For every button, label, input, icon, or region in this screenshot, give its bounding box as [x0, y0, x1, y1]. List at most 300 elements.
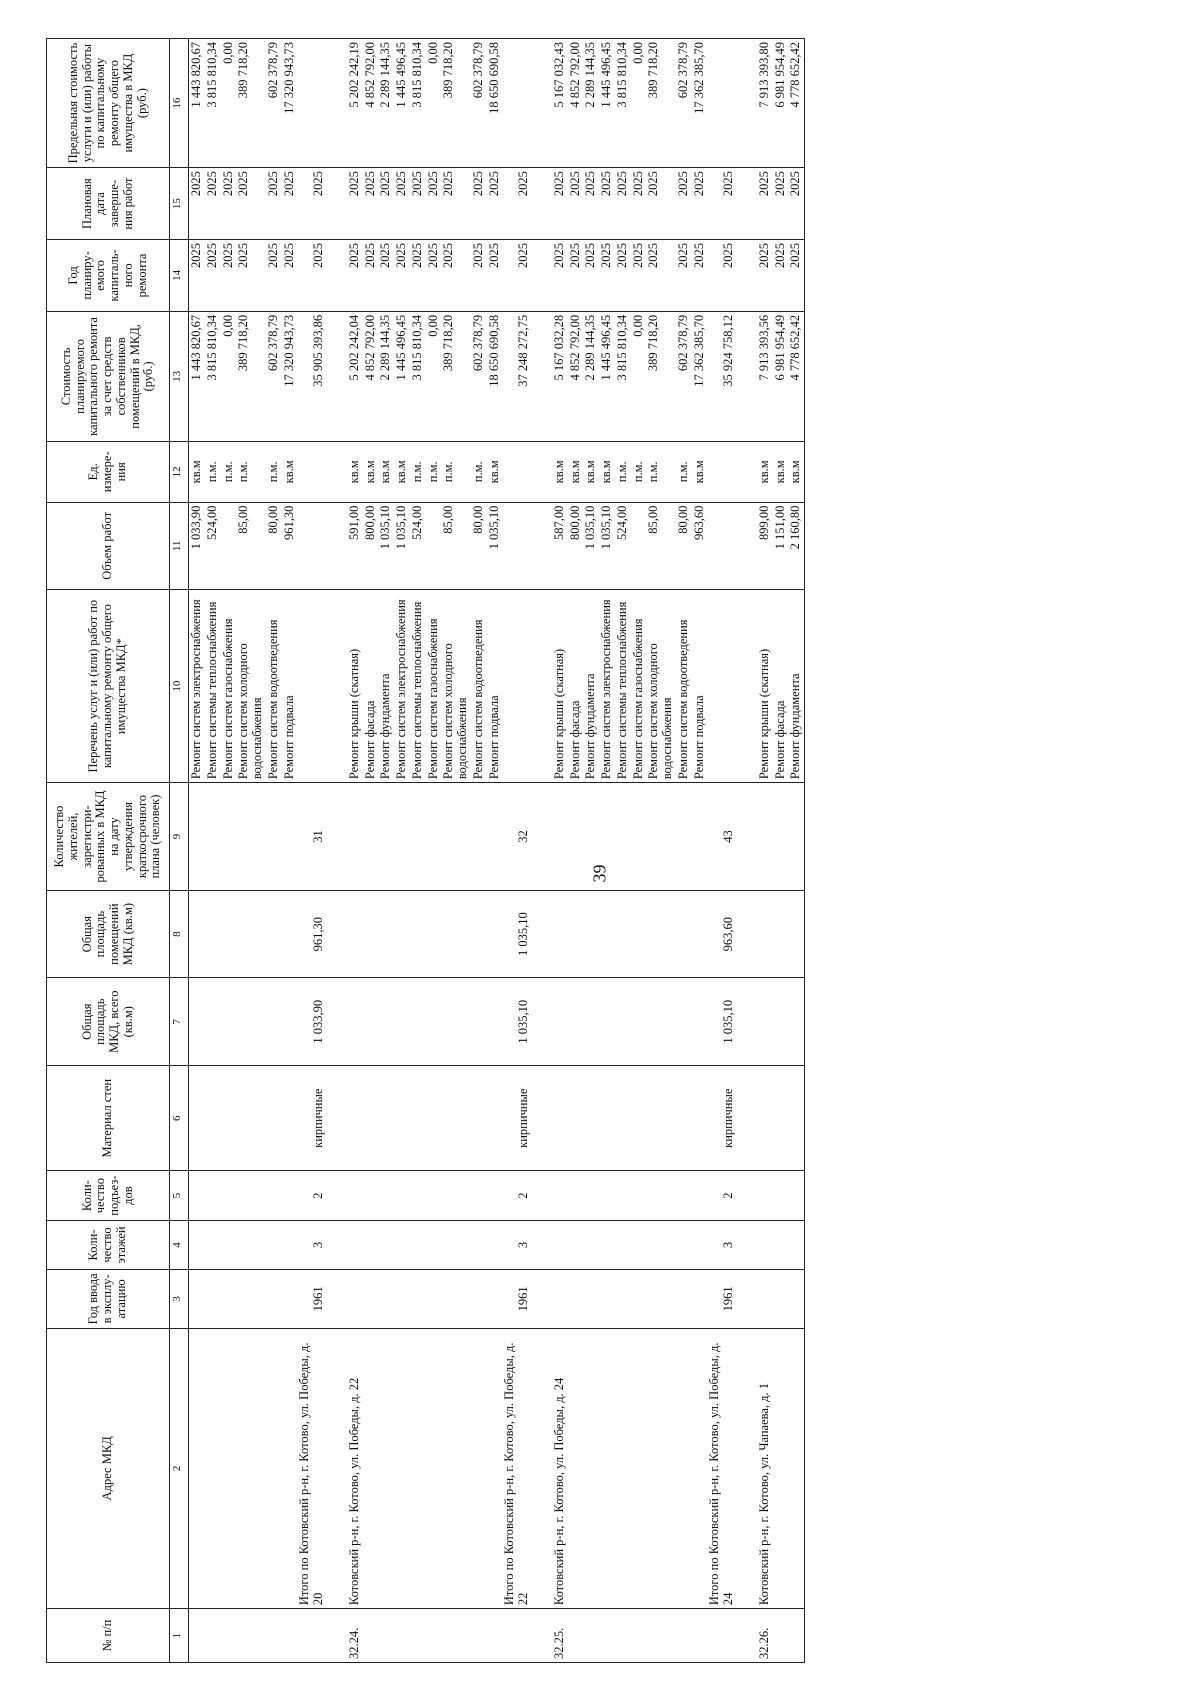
year-built-cell: [347, 1270, 363, 1328]
table-row: [487, 39, 503, 1663]
spacer-cell: [532, 1328, 552, 1609]
wall-material-cell: кирпичные: [297, 1065, 327, 1170]
residents-count-cell: [788, 783, 804, 891]
repair-year-cell: 2025: [236, 240, 266, 312]
premises-area-cell: [205, 890, 221, 978]
completion-date-cell: 2025: [426, 168, 442, 240]
completion-date-cell: 2025: [236, 168, 266, 240]
cost-limit-cell: 602 378,79: [266, 39, 282, 168]
spacer-cell: [737, 1609, 757, 1663]
floors-count-cell: [646, 1220, 676, 1269]
work-type-cell: Ремонт крыши (скатная): [757, 590, 773, 783]
planned-cost-cell: 17 362 385,70: [692, 311, 708, 441]
year-built-cell: [205, 1270, 221, 1328]
wall-material-cell: [552, 1065, 568, 1170]
residents-count-cell: [631, 783, 647, 891]
entrances-count-cell: [363, 1171, 379, 1220]
total-row: [502, 39, 532, 1663]
entrances-count-cell: [266, 1171, 282, 1220]
planned-cost-cell: 37 248 272,75: [502, 311, 532, 441]
wall-material-cell: [757, 1065, 773, 1170]
work-type-cell: Ремонт систем электроснабжения: [189, 590, 205, 783]
entrances-count-cell: 2: [707, 1171, 737, 1220]
wall-material-cell: [788, 1065, 804, 1170]
unit-cell: [297, 442, 327, 503]
unit-cell: кв.м: [568, 442, 584, 503]
wall-material-cell: [583, 1065, 599, 1170]
cost-limit-cell: 4 852 792,00: [568, 39, 584, 168]
residents-count-cell: [426, 783, 442, 891]
wall-material-cell: кирпичные: [502, 1065, 532, 1170]
year-built-cell: [646, 1270, 676, 1328]
row-number-cell: [266, 1609, 282, 1663]
completion-date-cell: 2025: [773, 168, 789, 240]
premises-area-cell: [378, 890, 394, 978]
address-cell: [426, 1328, 442, 1609]
spacer-cell: [532, 783, 552, 891]
repair-year-cell: 2025: [552, 240, 568, 312]
entrances-count-cell: [410, 1171, 426, 1220]
table-row: [599, 39, 615, 1663]
unit-cell: кв.м: [552, 442, 568, 503]
entrances-count-cell: [347, 1171, 363, 1220]
wall-material-cell: [282, 1065, 298, 1170]
work-type-cell: [297, 590, 327, 783]
entrances-count-cell: [773, 1171, 789, 1220]
unit-cell: п.м.: [205, 442, 221, 503]
header-cell: Плановая дата заверше-ния работ: [47, 168, 170, 240]
row-number-cell: [599, 1609, 615, 1663]
planned-cost-cell: 3 815 810,34: [615, 311, 631, 441]
residents-count-cell: [692, 783, 708, 891]
premises-area-cell: [471, 890, 487, 978]
header-cell: Стоимость планируемого капитального ремонта за счет средств собственников помещений в МКД, (руб.): [47, 311, 170, 441]
unit-cell: п.м.: [676, 442, 692, 503]
premises-area-cell: [487, 890, 503, 978]
work-type-cell: Ремонт фундамента: [378, 590, 394, 783]
total-area-cell: [347, 978, 363, 1066]
table-row: [282, 39, 298, 1663]
residents-count-cell: [646, 783, 676, 891]
row-number-cell: [189, 1609, 205, 1663]
cost-limit-cell: 3 815 810,34: [410, 39, 426, 168]
cost-limit-cell: 17 320 943,73: [282, 39, 298, 168]
planned-cost-cell: 3 815 810,34: [410, 311, 426, 441]
header-cell: Перечень услуг и (или) работ по капитальному ремонту общего имущества МКД*: [47, 590, 170, 783]
wall-material-cell: [471, 1065, 487, 1170]
entrances-count-cell: [487, 1171, 503, 1220]
spacer-cell: [532, 39, 552, 168]
cost-limit-cell: 2 289 144,35: [378, 39, 394, 168]
column-number: 15: [170, 168, 189, 240]
entrances-count-cell: [471, 1171, 487, 1220]
work-volume-cell: 587,00: [552, 502, 568, 590]
floors-count-cell: [189, 1220, 205, 1269]
repair-year-cell: 2025: [502, 240, 532, 312]
repair-year-cell: 2025: [347, 240, 363, 312]
completion-date-cell: 2025: [347, 168, 363, 240]
planned-cost-cell: 17 320 943,73: [282, 311, 298, 441]
completion-date-cell: 2025: [282, 168, 298, 240]
spacer-cell: [532, 1065, 552, 1170]
cost-limit-cell: 18 650 690,58: [487, 39, 503, 168]
address-cell: [487, 1328, 503, 1609]
year-built-cell: [282, 1270, 298, 1328]
year-built-cell: 1961: [502, 1270, 532, 1328]
spacer-cell: [737, 1171, 757, 1220]
total-area-cell: [487, 978, 503, 1066]
table-row: [471, 39, 487, 1663]
residents-count-cell: [615, 783, 631, 891]
floors-count-cell: [788, 1220, 804, 1269]
wall-material-cell: кирпичные: [707, 1065, 737, 1170]
address-cell: Котовский р-н, г. Котово, ул. Победы, д. 22: [347, 1328, 363, 1609]
premises-area-cell: [599, 890, 615, 978]
header-cell: Объем работ: [47, 502, 170, 590]
completion-date-cell: 2025: [583, 168, 599, 240]
year-built-cell: [189, 1270, 205, 1328]
spacer-cell: [737, 890, 757, 978]
total-area-cell: [692, 978, 708, 1066]
entrances-count-cell: [631, 1171, 647, 1220]
column-number: 13: [170, 311, 189, 441]
work-volume-cell: 524,00: [615, 502, 631, 590]
total-area-cell: [676, 978, 692, 1066]
total-area-cell: [189, 978, 205, 1066]
row-number-cell: [646, 1609, 676, 1663]
total-area-cell: [394, 978, 410, 1066]
premises-area-cell: [189, 890, 205, 978]
total-area-cell: [410, 978, 426, 1066]
year-built-cell: [394, 1270, 410, 1328]
wall-material-cell: [426, 1065, 442, 1170]
floors-count-cell: [631, 1220, 647, 1269]
planned-cost-cell: 4 852 792,00: [363, 311, 379, 441]
entrances-count-cell: [568, 1171, 584, 1220]
column-number-row: [170, 39, 189, 1663]
wall-material-cell: [773, 1065, 789, 1170]
spacer-cell: [327, 311, 347, 441]
cost-limit-cell: [502, 39, 532, 168]
header-cell: Год планиру-емого капиталь-ного ремонта: [47, 240, 170, 312]
year-built-cell: 1961: [297, 1270, 327, 1328]
row-number-cell: [788, 1609, 804, 1663]
header-cell: Общая площадь помещений МКД (кв.м): [47, 890, 170, 978]
spacer-cell: [327, 978, 347, 1066]
column-number: 14: [170, 240, 189, 312]
premises-area-cell: 961,30: [297, 890, 327, 978]
completion-date-cell: 2025: [552, 168, 568, 240]
work-type-cell: Ремонт крыши (скатная): [347, 590, 363, 783]
wall-material-cell: [615, 1065, 631, 1170]
row-number-cell: [394, 1609, 410, 1663]
planned-cost-cell: 602 378,79: [676, 311, 692, 441]
year-built-cell: [583, 1270, 599, 1328]
total-area-cell: [236, 978, 266, 1066]
year-built-cell: [266, 1270, 282, 1328]
year-built-cell: [441, 1270, 471, 1328]
table-row: [676, 39, 692, 1663]
planned-cost-cell: 3 815 810,34: [205, 311, 221, 441]
work-type-cell: Ремонт систем газоснабжения: [631, 590, 647, 783]
entrances-count-cell: 2: [502, 1171, 532, 1220]
address-cell: [788, 1328, 804, 1609]
entrances-count-cell: [757, 1171, 773, 1220]
entrances-count-cell: [788, 1171, 804, 1220]
header-cell: Ед. измере-ния: [47, 442, 170, 503]
address-cell: [363, 1328, 379, 1609]
work-type-cell: Ремонт систем электроснабжения: [394, 590, 410, 783]
total-area-cell: [615, 978, 631, 1066]
repair-year-cell: 2025: [583, 240, 599, 312]
page-number: 39: [589, 864, 610, 883]
unit-cell: кв.м: [363, 442, 379, 503]
year-built-cell: [692, 1270, 708, 1328]
wall-material-cell: [205, 1065, 221, 1170]
table-row: [646, 39, 676, 1663]
repair-year-cell: 2025: [363, 240, 379, 312]
year-built-cell: 1961: [707, 1270, 737, 1328]
entrances-count-cell: [646, 1171, 676, 1220]
cost-limit-cell: [707, 39, 737, 168]
planned-cost-cell: 5 167 032,28: [552, 311, 568, 441]
table-row: [568, 39, 584, 1663]
unit-cell: п.м.: [631, 442, 647, 503]
work-volume-cell: 80,00: [676, 502, 692, 590]
row-number-cell: [707, 1609, 737, 1663]
spacer-cell: [327, 168, 347, 240]
planned-cost-cell: 35 905 393,86: [297, 311, 327, 441]
completion-date-cell: 2025: [410, 168, 426, 240]
cost-limit-cell: 5 202 242,19: [347, 39, 363, 168]
column-number: 8: [170, 890, 189, 978]
cost-limit-cell: 7 913 393,80: [757, 39, 773, 168]
spacer-cell: [737, 39, 757, 168]
floors-count-cell: 3: [297, 1220, 327, 1269]
cost-limit-cell: 4 852 792,00: [363, 39, 379, 168]
residents-count-cell: [205, 783, 221, 891]
spacer-cell: [737, 168, 757, 240]
work-type-cell: Ремонт систем водоотведения: [676, 590, 692, 783]
spacer-cell: [737, 442, 757, 503]
residents-count-cell: [757, 783, 773, 891]
work-type-cell: Ремонт фасада: [568, 590, 584, 783]
unit-cell: [707, 442, 737, 503]
floors-count-cell: [378, 1220, 394, 1269]
premises-area-cell: [568, 890, 584, 978]
work-volume-cell: [631, 502, 647, 590]
total-area-cell: [282, 978, 298, 1066]
total-area-cell: [471, 978, 487, 1066]
entrances-count-cell: [552, 1171, 568, 1220]
address-cell: [394, 1328, 410, 1609]
column-number: 16: [170, 39, 189, 168]
planned-cost-cell: 4 778 652,42: [788, 311, 804, 441]
address-cell: Итого по Котовский р-н, г. Котово, ул. Победы, д. 24: [707, 1328, 737, 1609]
year-built-cell: [631, 1270, 647, 1328]
year-built-cell: [236, 1270, 266, 1328]
table-body: [189, 39, 805, 1663]
wall-material-cell: [599, 1065, 615, 1170]
spacer-cell: [532, 890, 552, 978]
work-volume-cell: 899,00: [757, 502, 773, 590]
work-volume-cell: 85,00: [236, 502, 266, 590]
spacer-cell: [327, 39, 347, 168]
repair-year-cell: 2025: [441, 240, 471, 312]
spacer-cell: [532, 240, 552, 312]
address-cell: [615, 1328, 631, 1609]
row-number-cell: [282, 1609, 298, 1663]
header-cell: № п/п: [47, 1609, 170, 1663]
row-number-cell: [221, 1609, 237, 1663]
spacer-cell: [327, 890, 347, 978]
row-number-cell: [363, 1609, 379, 1663]
cost-limit-cell: 389 718,20: [236, 39, 266, 168]
premises-area-cell: [236, 890, 266, 978]
address-cell: [568, 1328, 584, 1609]
work-type-cell: Ремонт систем холодного водоснабжения: [236, 590, 266, 783]
address-cell: [676, 1328, 692, 1609]
planned-cost-cell: 2 289 144,35: [378, 311, 394, 441]
work-volume-cell: 800,00: [568, 502, 584, 590]
entrances-count-cell: [441, 1171, 471, 1220]
repair-year-cell: 2025: [676, 240, 692, 312]
wall-material-cell: [266, 1065, 282, 1170]
header-cell: Коли-чество подъез-дов: [47, 1171, 170, 1220]
cost-limit-cell: 1 445 496,45: [599, 39, 615, 168]
table-row: [426, 39, 442, 1663]
residents-count-cell: [471, 783, 487, 891]
cost-limit-cell: 6 981 954,49: [773, 39, 789, 168]
repair-year-cell: 2025: [788, 240, 804, 312]
planned-cost-cell: 5 202 242,04: [347, 311, 363, 441]
cost-limit-cell: 3 815 810,34: [205, 39, 221, 168]
work-volume-cell: 2 160,80: [788, 502, 804, 590]
address-cell: [410, 1328, 426, 1609]
unit-cell: кв.м: [394, 442, 410, 503]
repair-year-cell: 2025: [757, 240, 773, 312]
cost-limit-cell: 602 378,79: [676, 39, 692, 168]
spacer-cell: [737, 1220, 757, 1269]
floors-count-cell: [410, 1220, 426, 1269]
total-area-cell: [205, 978, 221, 1066]
total-area-cell: [378, 978, 394, 1066]
entrances-count-cell: [583, 1171, 599, 1220]
completion-date-cell: 2025: [788, 168, 804, 240]
address-cell: [599, 1328, 615, 1609]
spacer-cell: [737, 978, 757, 1066]
residents-count-cell: [347, 783, 363, 891]
address-cell: [266, 1328, 282, 1609]
work-type-cell: Ремонт системы теплоснабжения: [615, 590, 631, 783]
work-type-cell: Ремонт подвала: [282, 590, 298, 783]
work-type-cell: Ремонт систем водоотведения: [266, 590, 282, 783]
floors-count-cell: [615, 1220, 631, 1269]
column-number: 6: [170, 1065, 189, 1170]
residents-count-cell: [282, 783, 298, 891]
completion-date-cell: 2025: [394, 168, 410, 240]
address-cell: [205, 1328, 221, 1609]
table-row: [631, 39, 647, 1663]
planned-cost-cell: 35 924 758,12: [707, 311, 737, 441]
unit-cell: кв.м: [583, 442, 599, 503]
work-volume-cell: 1 151,00: [773, 502, 789, 590]
total-area-cell: [441, 978, 471, 1066]
spacer-cell: [532, 1171, 552, 1220]
work-type-cell: Ремонт системы теплоснабжения: [410, 590, 426, 783]
residents-count-cell: [410, 783, 426, 891]
residents-count-cell: [773, 783, 789, 891]
header-cell: Материал стен: [47, 1065, 170, 1170]
repair-plan-table: [46, 38, 805, 1663]
cost-limit-cell: 389 718,20: [441, 39, 471, 168]
work-type-cell: Ремонт крыши (скатная): [552, 590, 568, 783]
address-cell: [631, 1328, 647, 1609]
address-cell: [378, 1328, 394, 1609]
spacer-cell: [327, 502, 347, 590]
residents-count-cell: 31: [297, 783, 327, 891]
work-volume-cell: 85,00: [441, 502, 471, 590]
cost-limit-cell: 1 445 496,45: [394, 39, 410, 168]
spacer-cell: [532, 311, 552, 441]
entrances-count-cell: [236, 1171, 266, 1220]
spacer-cell: [737, 1270, 757, 1328]
address-cell: Котовский р-н, г. Котово, ул. Чапаева, д. 1: [757, 1328, 773, 1609]
header-cell: Количество жителей, зарегистри-рованных в МКД на дату утверждения краткосрочного плана (человек): [47, 783, 170, 891]
premises-area-cell: [410, 890, 426, 978]
repair-year-cell: 2025: [471, 240, 487, 312]
address-cell: Котовский р-н, г. Котово, ул. Победы, д. 24: [552, 1328, 568, 1609]
residents-count-cell: [487, 783, 503, 891]
total-area-cell: [583, 978, 599, 1066]
total-row: [707, 39, 737, 1663]
entrances-count-cell: [676, 1171, 692, 1220]
premises-area-cell: [282, 890, 298, 978]
column-number: 9: [170, 783, 189, 891]
table-row: [363, 39, 379, 1663]
floors-count-cell: [441, 1220, 471, 1269]
completion-date-cell: 2025: [707, 168, 737, 240]
table-row: [236, 39, 266, 1663]
work-type-cell: Ремонт подвала: [487, 590, 503, 783]
header-cell: Адрес МКД: [47, 1328, 170, 1609]
planned-cost-cell: 389 718,20: [236, 311, 266, 441]
row-number-cell: 32.25.: [552, 1609, 568, 1663]
spacer-cell: [737, 1328, 757, 1609]
wall-material-cell: [646, 1065, 676, 1170]
unit-cell: п.м.: [236, 442, 266, 503]
unit-cell: кв.м: [788, 442, 804, 503]
wall-material-cell: [410, 1065, 426, 1170]
repair-year-cell: 2025: [707, 240, 737, 312]
work-volume-cell: 1 033,90: [189, 502, 205, 590]
wall-material-cell: [631, 1065, 647, 1170]
spacer-cell: [532, 168, 552, 240]
unit-cell: п.м.: [426, 442, 442, 503]
work-type-cell: Ремонт систем холодного водоснабжения: [441, 590, 471, 783]
address-cell: [221, 1328, 237, 1609]
floors-count-cell: [583, 1220, 599, 1269]
spacer-cell: [737, 502, 757, 590]
cost-limit-cell: 602 378,79: [471, 39, 487, 168]
premises-area-cell: [692, 890, 708, 978]
premises-area-cell: 963,60: [707, 890, 737, 978]
table-row: [410, 39, 426, 1663]
work-volume-cell: 80,00: [471, 502, 487, 590]
spacer-cell: [327, 1270, 347, 1328]
table-row: [441, 39, 471, 1663]
unit-cell: кв.м: [378, 442, 394, 503]
